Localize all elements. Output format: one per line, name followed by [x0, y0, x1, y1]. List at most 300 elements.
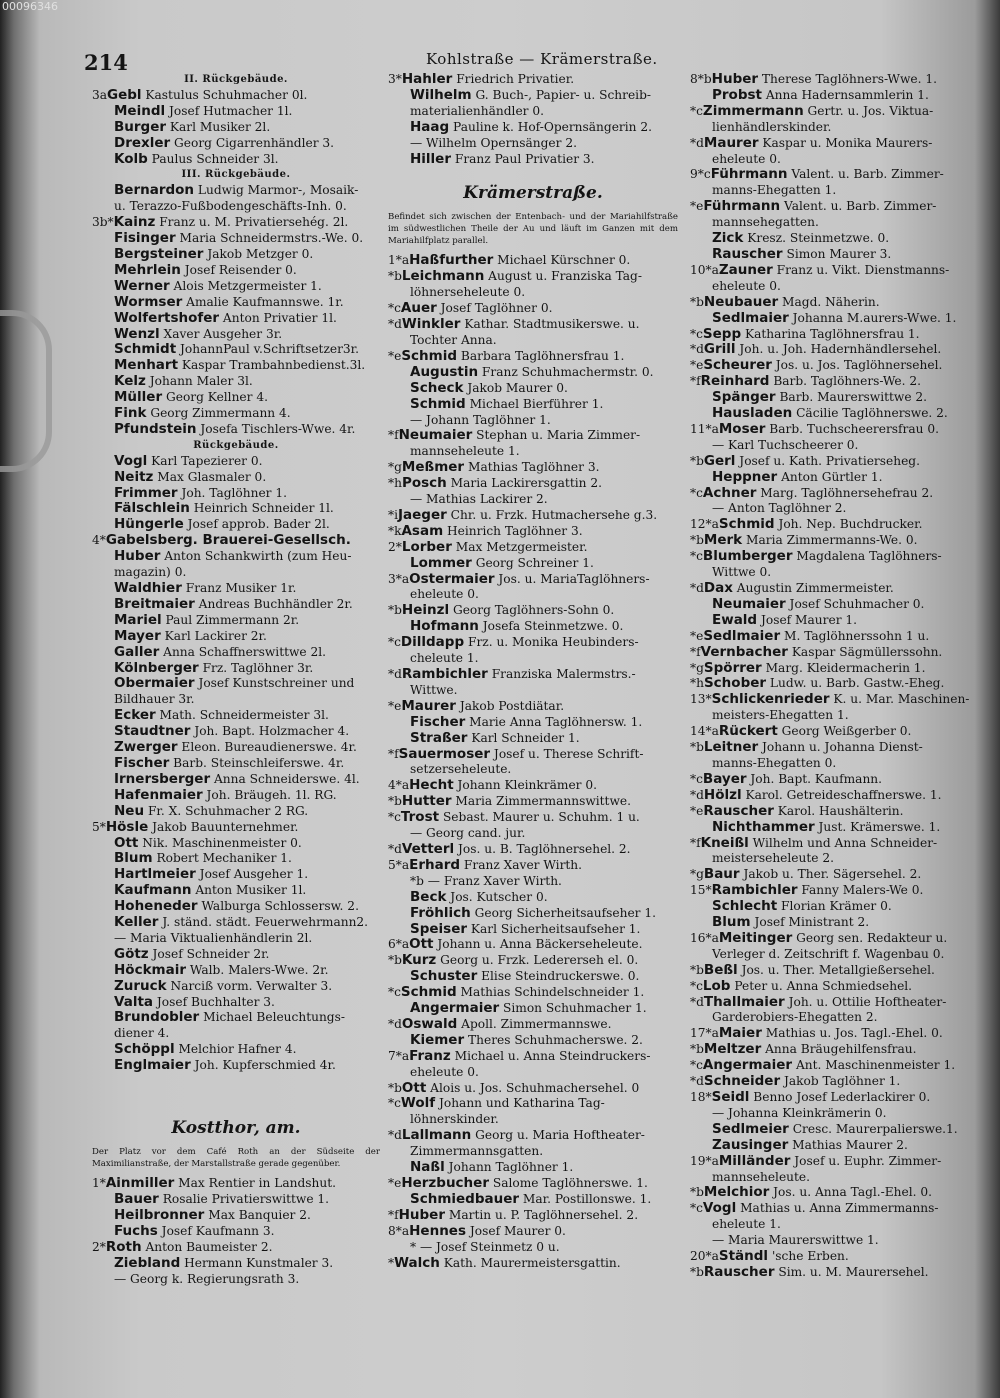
- resident-details: Kath. Maurermeistersgattin.: [439, 1255, 621, 1270]
- resident-name: Fink: [114, 406, 147, 422]
- resident-details: Georg Zimmermann 4.: [146, 406, 291, 421]
- directory-entry: [690, 390, 972, 406]
- house-number: *g: [690, 660, 704, 675]
- resident-details: Nik. Maschinenmeister 0.: [138, 835, 302, 850]
- resident-name: Führmann: [703, 199, 781, 215]
- resident-name: Hofmann: [410, 619, 479, 635]
- resident-details: Jos. Kutscher 0.: [446, 889, 548, 904]
- resident-name: Spänger: [712, 390, 776, 406]
- house-number: 8*a: [388, 1223, 410, 1238]
- resident-details: Frz. Taglöhner 3r.: [198, 660, 314, 675]
- house-number: *b: [690, 1264, 704, 1279]
- directory-entry: [92, 454, 380, 470]
- resident-details: August u. Franziska Tag-: [484, 269, 642, 284]
- resident-details: Kathar. Stadtmusikerswe. u.: [460, 317, 640, 332]
- directory-entry: [690, 72, 972, 88]
- directory-entry: [92, 820, 380, 836]
- entry-continuation: u. Terazzo-Fußbodengeschäfts-Inh. 0.: [114, 199, 347, 214]
- resident-name: Leitner: [703, 740, 759, 756]
- resident-details: Hermann Kunstmaler 3.: [180, 1255, 334, 1270]
- entry-continuation: eheleute 0.: [712, 278, 781, 293]
- resident-name: Zwerger: [114, 740, 178, 756]
- resident-details: Anna Hadernsammlerin 1.: [761, 87, 929, 102]
- directory-entry: [690, 899, 972, 915]
- entry-continuation: Verleger d. Zeitschrift f. Wagenbau 0.: [712, 946, 945, 961]
- resident-details: Joh. Nep. Buchdrucker.: [774, 517, 923, 532]
- resident-details: Alois u. Jos. Schuhmachersehel. 0: [426, 1080, 640, 1095]
- directory-entry: [690, 311, 972, 327]
- resident-name: Pfundstein: [114, 421, 197, 437]
- directory-entry: [388, 1176, 678, 1192]
- resident-name: Ainmiller: [105, 1176, 175, 1192]
- resident-details: Benno Josef Lederlackirer 0.: [749, 1090, 931, 1104]
- resident-details: Paulus Schneider 3l.: [147, 151, 279, 166]
- resident-name: Galler: [114, 644, 160, 660]
- resident-name: Rambichler: [711, 883, 798, 899]
- resident-name: Rauscher: [703, 1264, 775, 1280]
- resident-details: Florian Krämer 0.: [777, 899, 892, 914]
- directory-entry: [92, 1256, 380, 1272]
- resident-name: Rauscher: [712, 246, 783, 262]
- directory-entry: [92, 136, 380, 152]
- resident-details: Georg Sicherheitsaufseher 1.: [470, 905, 656, 920]
- resident-details: Heinrich Schneider 1l.: [189, 501, 334, 516]
- resident-name: Kurz: [401, 953, 437, 969]
- resident-details: Amalie Kaufmannswe. 1r.: [182, 294, 344, 309]
- resident-details: Max Glasmaler 0.: [153, 469, 267, 484]
- directory-entry: [690, 231, 972, 247]
- resident-details: Karl Musiker 2l.: [166, 119, 271, 134]
- resident-name: Mayer: [114, 628, 161, 644]
- house-number: *b: [690, 740, 704, 755]
- house-number: 12*a: [690, 517, 719, 532]
- entry-continuation: — Maria Viktualienhändlerin 2l.: [114, 930, 313, 945]
- resident-name: Sedlmaier: [712, 310, 789, 326]
- resident-name: Scheck: [410, 380, 464, 396]
- resident-name: Hennes: [409, 1223, 466, 1239]
- directory-entry: [92, 947, 380, 963]
- section-subheading: III. Rückgebäude.: [181, 169, 291, 181]
- resident-name: Vogl: [114, 453, 148, 469]
- entry-continuation: — Anton Taglöhner 2.: [712, 501, 847, 516]
- resident-details: Joh. Bapt. Kaufmann.: [746, 771, 883, 786]
- house-number: *d: [388, 841, 402, 856]
- resident-name: Hecht: [409, 778, 454, 794]
- resident-details: M. Taglöhnerssohn 1 u.: [780, 628, 930, 643]
- resident-name: Hölzl: [703, 787, 742, 803]
- resident-name: Rambichler: [401, 667, 488, 682]
- resident-name: Ständl: [718, 1249, 769, 1265]
- directory-entry: [388, 890, 678, 906]
- directory-entry: [92, 867, 380, 883]
- column-1: [92, 72, 380, 1287]
- column-3: [690, 72, 972, 1281]
- directory-entry: [92, 486, 380, 502]
- directory-entry: [92, 104, 380, 120]
- resident-name: Fisinger: [114, 231, 176, 247]
- section-subheading: II. Rückgebäude.: [184, 74, 288, 85]
- directory-entry: [690, 327, 972, 343]
- directory-entry: [690, 995, 972, 1011]
- resident-name: Franz: [409, 1048, 451, 1064]
- resident-details: Paul Zimmermann 2r.: [161, 612, 300, 627]
- house-number: 19*a: [690, 1153, 719, 1168]
- directory-entry: [388, 747, 678, 763]
- directory-entry: [388, 1001, 678, 1017]
- resident-details: Barbara Taglöhnersfrau 1.: [457, 348, 625, 363]
- resident-details: Georg sen. Redakteur u.: [792, 930, 948, 945]
- resident-details: Johann Maler 3l.: [145, 374, 253, 389]
- resident-name: Meindl: [114, 103, 166, 119]
- resident-name: Kaufmann: [114, 883, 192, 899]
- directory-entry: [690, 979, 972, 995]
- resident-name: Maurer: [401, 698, 456, 714]
- directory-entry: [690, 1074, 972, 1090]
- resident-details: Salome Taglöhnerswe. 1.: [488, 1176, 648, 1190]
- entry-continuation: — Georg cand. jur.: [410, 826, 526, 841]
- directory-entry: [92, 406, 380, 422]
- resident-name: Asam: [401, 523, 444, 539]
- directory-entry: [92, 1042, 380, 1058]
- house-number: *b: [388, 794, 402, 809]
- house-number: 1*a: [388, 253, 410, 268]
- resident-details: Anna Bräugehilfensfrau.: [761, 1042, 917, 1057]
- resident-name: Menhart: [114, 358, 179, 374]
- resident-name: Vetterl: [401, 841, 455, 857]
- directory-entry: [92, 1208, 380, 1224]
- resident-name: Bergsteiner: [114, 246, 204, 262]
- directory-entry: [388, 969, 678, 985]
- house-number: *b: [690, 962, 704, 977]
- resident-details: Magd. Näherin.: [778, 294, 880, 309]
- directory-entry: [388, 460, 678, 476]
- directory-entry: [690, 1185, 972, 1201]
- entry-continuation: Zimmermannsgatten.: [410, 1144, 544, 1159]
- resident-name: Gerl: [703, 453, 736, 469]
- house-number: *e: [690, 803, 704, 818]
- resident-name: Schlecht: [712, 899, 778, 915]
- resident-name: Haag: [410, 119, 450, 135]
- entry-continuation: meisters-Ehegatten 1.: [712, 708, 849, 723]
- resident-name: Kneißl: [700, 835, 749, 851]
- resident-name: Gabelsberg. Brauerei-Gesellsch.: [105, 533, 351, 549]
- resident-details: Anton Gürtler 1.: [777, 469, 883, 484]
- resident-details: Michael u. Anna Steindruckers-: [450, 1048, 651, 1063]
- resident-name: Bernardon: [114, 183, 195, 199]
- resident-details: Josef Maurer 0.: [466, 1223, 566, 1238]
- directory-entry: [92, 183, 380, 199]
- house-number: *c: [690, 549, 703, 564]
- resident-name: Neumaier: [398, 428, 473, 444]
- resident-details: Josef Ausgeher 1.: [195, 867, 309, 882]
- resident-name: Neubauer: [703, 294, 779, 310]
- directory-entry: [92, 533, 380, 549]
- resident-details: Jakob Postdiätar.: [455, 698, 565, 713]
- house-number: *d: [690, 1074, 704, 1089]
- directory-entry: [388, 317, 678, 333]
- resident-details: Heinrich Taglöhner 3.: [443, 523, 583, 538]
- resident-details: Max Banquier 2.: [204, 1207, 311, 1222]
- directory-entry: [92, 374, 380, 390]
- resident-details: Joh. Taglöhner 1.: [177, 485, 288, 500]
- entry-continuation: — Johanna Kleinkrämerin 0.: [712, 1105, 887, 1120]
- resident-name: Heilbronner: [114, 1207, 205, 1223]
- resident-name: Staudtner: [114, 724, 191, 740]
- house-number: *k: [388, 523, 402, 538]
- resident-name: Angermaier: [410, 1001, 500, 1017]
- street-heading: Kostthor, am.: [171, 1118, 301, 1139]
- entry-continuation: lienhändlerskinder.: [712, 119, 832, 134]
- directory-entry: [92, 979, 380, 995]
- directory-entry: [388, 1033, 678, 1049]
- entry-continuation: setzerseheleute.: [410, 762, 512, 777]
- resident-name: Ostermaier: [409, 571, 495, 587]
- resident-name: Wolf: [400, 1096, 436, 1112]
- resident-details: Alois Metzgermeister 1.: [169, 278, 322, 293]
- resident-details: Franziska Malermstrs.-: [487, 667, 636, 681]
- house-number: 3a: [92, 87, 108, 102]
- resident-details: Narciß vorm. Verwalter 3.: [166, 978, 333, 993]
- directory-entry: [388, 120, 678, 136]
- resident-name: Scheurer: [703, 358, 772, 374]
- house-number: 15*: [690, 883, 712, 898]
- directory-entry: [92, 676, 380, 692]
- directory-entry: [690, 915, 972, 931]
- directory-entry: [92, 549, 380, 565]
- directory-entry: [388, 1096, 678, 1112]
- resident-details: Marie Anna Taglöhnersw. 1.: [465, 714, 643, 729]
- resident-details: Marg. Kleidermacherin 1.: [761, 660, 926, 675]
- resident-details: Friedrich Privatier.: [452, 72, 575, 86]
- entry-continuation: mannseheleute 1.: [410, 444, 520, 459]
- entry-continuation: materialienhändler 0.: [410, 103, 544, 118]
- house-number: *f: [690, 835, 701, 850]
- directory-entry: [92, 342, 380, 358]
- directory-entry: [388, 778, 678, 794]
- directory-entry: [690, 1154, 972, 1170]
- directory-entry: [690, 629, 972, 645]
- resident-name: Herzbucher: [401, 1176, 489, 1191]
- resident-details: Georg u. Maria Hoftheater-: [471, 1128, 645, 1143]
- house-number: 10*a: [690, 262, 719, 277]
- directory-entry: [690, 1138, 972, 1154]
- directory-entry: [92, 1010, 380, 1026]
- entry-continuation: eheleute 0.: [410, 587, 479, 602]
- directory-entry: [690, 581, 972, 597]
- directory-entry: [92, 772, 380, 788]
- resident-name: Zick: [712, 231, 744, 247]
- resident-name: Milländer: [718, 1153, 791, 1169]
- house-number: 7*a: [388, 1048, 410, 1063]
- house-number: *e: [690, 628, 704, 643]
- resident-details: Pauline k. Hof-Opernsängerin 2.: [449, 119, 652, 134]
- house-number: 4*a: [388, 778, 410, 793]
- page-number: 214: [84, 50, 128, 75]
- house-number: 3b*: [92, 215, 114, 230]
- resident-details: Karol. Getreideschaffnerswe. 1.: [741, 787, 942, 802]
- directory-entry: [690, 263, 972, 279]
- resident-details: Karl Tapezierer 0.: [147, 453, 263, 468]
- directory-entry: [388, 1208, 678, 1224]
- directory-entry: [92, 1192, 380, 1208]
- directory-entry: [388, 301, 678, 317]
- resident-details: Barb. Tuchscheerersfrau 0.: [765, 421, 939, 436]
- house-number: 8*b: [690, 72, 712, 86]
- resident-details: Josef Reisender 0.: [180, 262, 297, 277]
- resident-name: Ziebland: [114, 1255, 181, 1271]
- directory-entry: [92, 995, 380, 1011]
- resident-name: Kiemer: [410, 1032, 465, 1048]
- directory-entry: [690, 247, 972, 263]
- resident-name: Haßfurther: [409, 253, 494, 269]
- resident-name: Valta: [114, 994, 154, 1010]
- directory-entry: [92, 756, 380, 772]
- resident-name: Jaeger: [398, 507, 447, 523]
- resident-details: Walburga Schlossersw. 2.: [197, 899, 359, 914]
- house-number: *f: [388, 746, 399, 761]
- directory-entry: [92, 390, 380, 406]
- directory-entry: [690, 1249, 972, 1265]
- resident-name: Speiser: [410, 921, 468, 937]
- binder-clip: [0, 310, 52, 472]
- entry-continuation: diener 4.: [114, 1026, 170, 1041]
- directory-entry: [690, 867, 972, 883]
- resident-name: Blumberger: [702, 549, 793, 565]
- directory-entry: [388, 715, 678, 731]
- resident-details: Theres Schuhmacherswe. 2.: [464, 1032, 643, 1047]
- house-number: 5*: [92, 819, 106, 834]
- directory-entry: [690, 883, 972, 899]
- resident-name: Winkler: [401, 317, 461, 333]
- resident-details: Maria Zimmermanns-We. 0.: [742, 533, 918, 548]
- resident-name: Huber: [398, 1207, 445, 1223]
- house-number: *b: [690, 453, 704, 468]
- directory-entry: [690, 1265, 972, 1281]
- house-number: *d: [690, 135, 704, 150]
- entry-continuation: cheleute 1.: [410, 651, 479, 666]
- directory-entry: [690, 772, 972, 788]
- resident-details: Mathias Taglöhner 3.: [464, 460, 600, 475]
- resident-details: Joh. u. Ottilie Hoftheater-: [784, 994, 947, 1009]
- resident-details: Jos. u. Anna Tagl.-Ehel. 0.: [769, 1185, 933, 1200]
- directory-entry: [690, 533, 972, 549]
- resident-details: Katharina Taglöhnersfrau 1.: [741, 326, 920, 341]
- resident-name: Hausladen: [712, 406, 793, 422]
- directory-entry: [690, 1042, 972, 1058]
- resident-details: Jos. u. B. Taglöhnersehel. 2.: [454, 841, 631, 856]
- resident-details: Josefa Steinmetzwe. 0.: [478, 619, 624, 634]
- directory-entry: [388, 667, 678, 683]
- directory-entry: [92, 661, 380, 677]
- resident-name: Maurer: [703, 135, 759, 151]
- entry-continuation: mannsehegatten.: [712, 215, 819, 230]
- resident-name: Lob: [702, 978, 731, 994]
- directory-entry: [92, 613, 380, 629]
- directory-entry: [690, 661, 972, 677]
- directory-entry: [388, 699, 678, 715]
- resident-name: Baur: [703, 867, 740, 883]
- resident-details: Johann u. Anna Bäckerseheleute.: [433, 937, 643, 952]
- house-number: 1*: [92, 1176, 106, 1191]
- resident-name: Lallmann: [401, 1128, 472, 1144]
- directory-entry: [92, 470, 380, 486]
- resident-details: Martin u. P. Taglöhnersehel. 2.: [445, 1207, 639, 1222]
- resident-details: Valent. u. Barb. Zimmer-: [780, 199, 937, 214]
- resident-name: Auer: [400, 301, 437, 317]
- house-number: *c: [690, 1201, 703, 1216]
- house-number: 14*a: [690, 724, 719, 739]
- resident-details: Ludwig Marmor-, Mosaik-: [194, 183, 359, 198]
- resident-details: Max Metzgermeister.: [451, 539, 588, 554]
- house-number: *g: [388, 460, 402, 475]
- directory-entry: [388, 508, 678, 524]
- directory-entry: [388, 985, 678, 1001]
- directory-entry: [92, 327, 380, 343]
- directory-entry: [690, 804, 972, 820]
- resident-details: Anton Schankwirth (zum Heu-: [160, 549, 352, 564]
- resident-name: Meßmer: [401, 460, 465, 476]
- house-number: *g: [690, 867, 704, 882]
- resident-name: Straßer: [410, 730, 468, 746]
- directory-entry: [690, 836, 972, 852]
- resident-name: Schmidt: [114, 342, 177, 358]
- entry-continuation: — Georg k. Regierungsrath 3.: [114, 1271, 300, 1286]
- house-number: *d: [690, 581, 704, 595]
- resident-details: Franz Musiker 1r.: [181, 581, 297, 595]
- directory-entry: [92, 836, 380, 852]
- resident-name: Ott: [401, 1080, 427, 1096]
- house-number: *c: [388, 985, 401, 1000]
- resident-details: Johann und Katharina Tag-: [435, 1096, 605, 1111]
- directory-entry: [388, 524, 678, 540]
- resident-name: Schneider: [703, 1074, 781, 1090]
- resident-name: Neitz: [114, 469, 154, 485]
- resident-name: Müller: [114, 390, 163, 406]
- directory-entry: [92, 899, 380, 915]
- directory-entry: [388, 1256, 678, 1272]
- scan-id: 00096346: [2, 0, 58, 13]
- directory-entry: [92, 915, 380, 931]
- directory-entry: [92, 804, 380, 820]
- directory-entry: [388, 619, 678, 635]
- directory-entry: [92, 788, 380, 804]
- resident-name: Rückert: [718, 724, 778, 740]
- directory-entry: [92, 1058, 380, 1074]
- resident-details: Josef Buchhalter 3.: [153, 994, 275, 1009]
- resident-details: Jakob Maurer 0.: [463, 380, 568, 395]
- resident-details: Jakob Metzger 0.: [203, 246, 314, 261]
- resident-details: Karl Schneider 1.: [467, 730, 580, 745]
- house-number: *d: [388, 317, 402, 332]
- resident-details: Chr. u. Frzk. Hutmachersehe g.3.: [446, 507, 658, 522]
- resident-details: Simon Schuhmacher 1.: [499, 1001, 647, 1016]
- directory-entry: [388, 88, 678, 104]
- resident-details: Jakob Bauunternehmer.: [148, 819, 299, 834]
- resident-details: Franz Paul Privatier 3.: [451, 151, 595, 166]
- house-number: 16*a: [690, 930, 719, 945]
- resident-details: Jos. u. MariaTaglöhners-: [494, 571, 650, 586]
- resident-name: Hafenmaier: [114, 787, 203, 803]
- resident-details: K. u. Mar. Maschinen-: [829, 692, 970, 707]
- directory-entry: [388, 810, 678, 826]
- house-number: *c: [388, 1096, 401, 1111]
- directory-entry: [92, 152, 380, 168]
- resident-name: Brundobler: [114, 1010, 200, 1026]
- directory-entry: [690, 199, 972, 215]
- resident-details: Georg Kellner 4.: [162, 390, 268, 405]
- house-number: *e: [690, 358, 704, 373]
- resident-details: Jakob Taglöhner 1.: [780, 1074, 901, 1089]
